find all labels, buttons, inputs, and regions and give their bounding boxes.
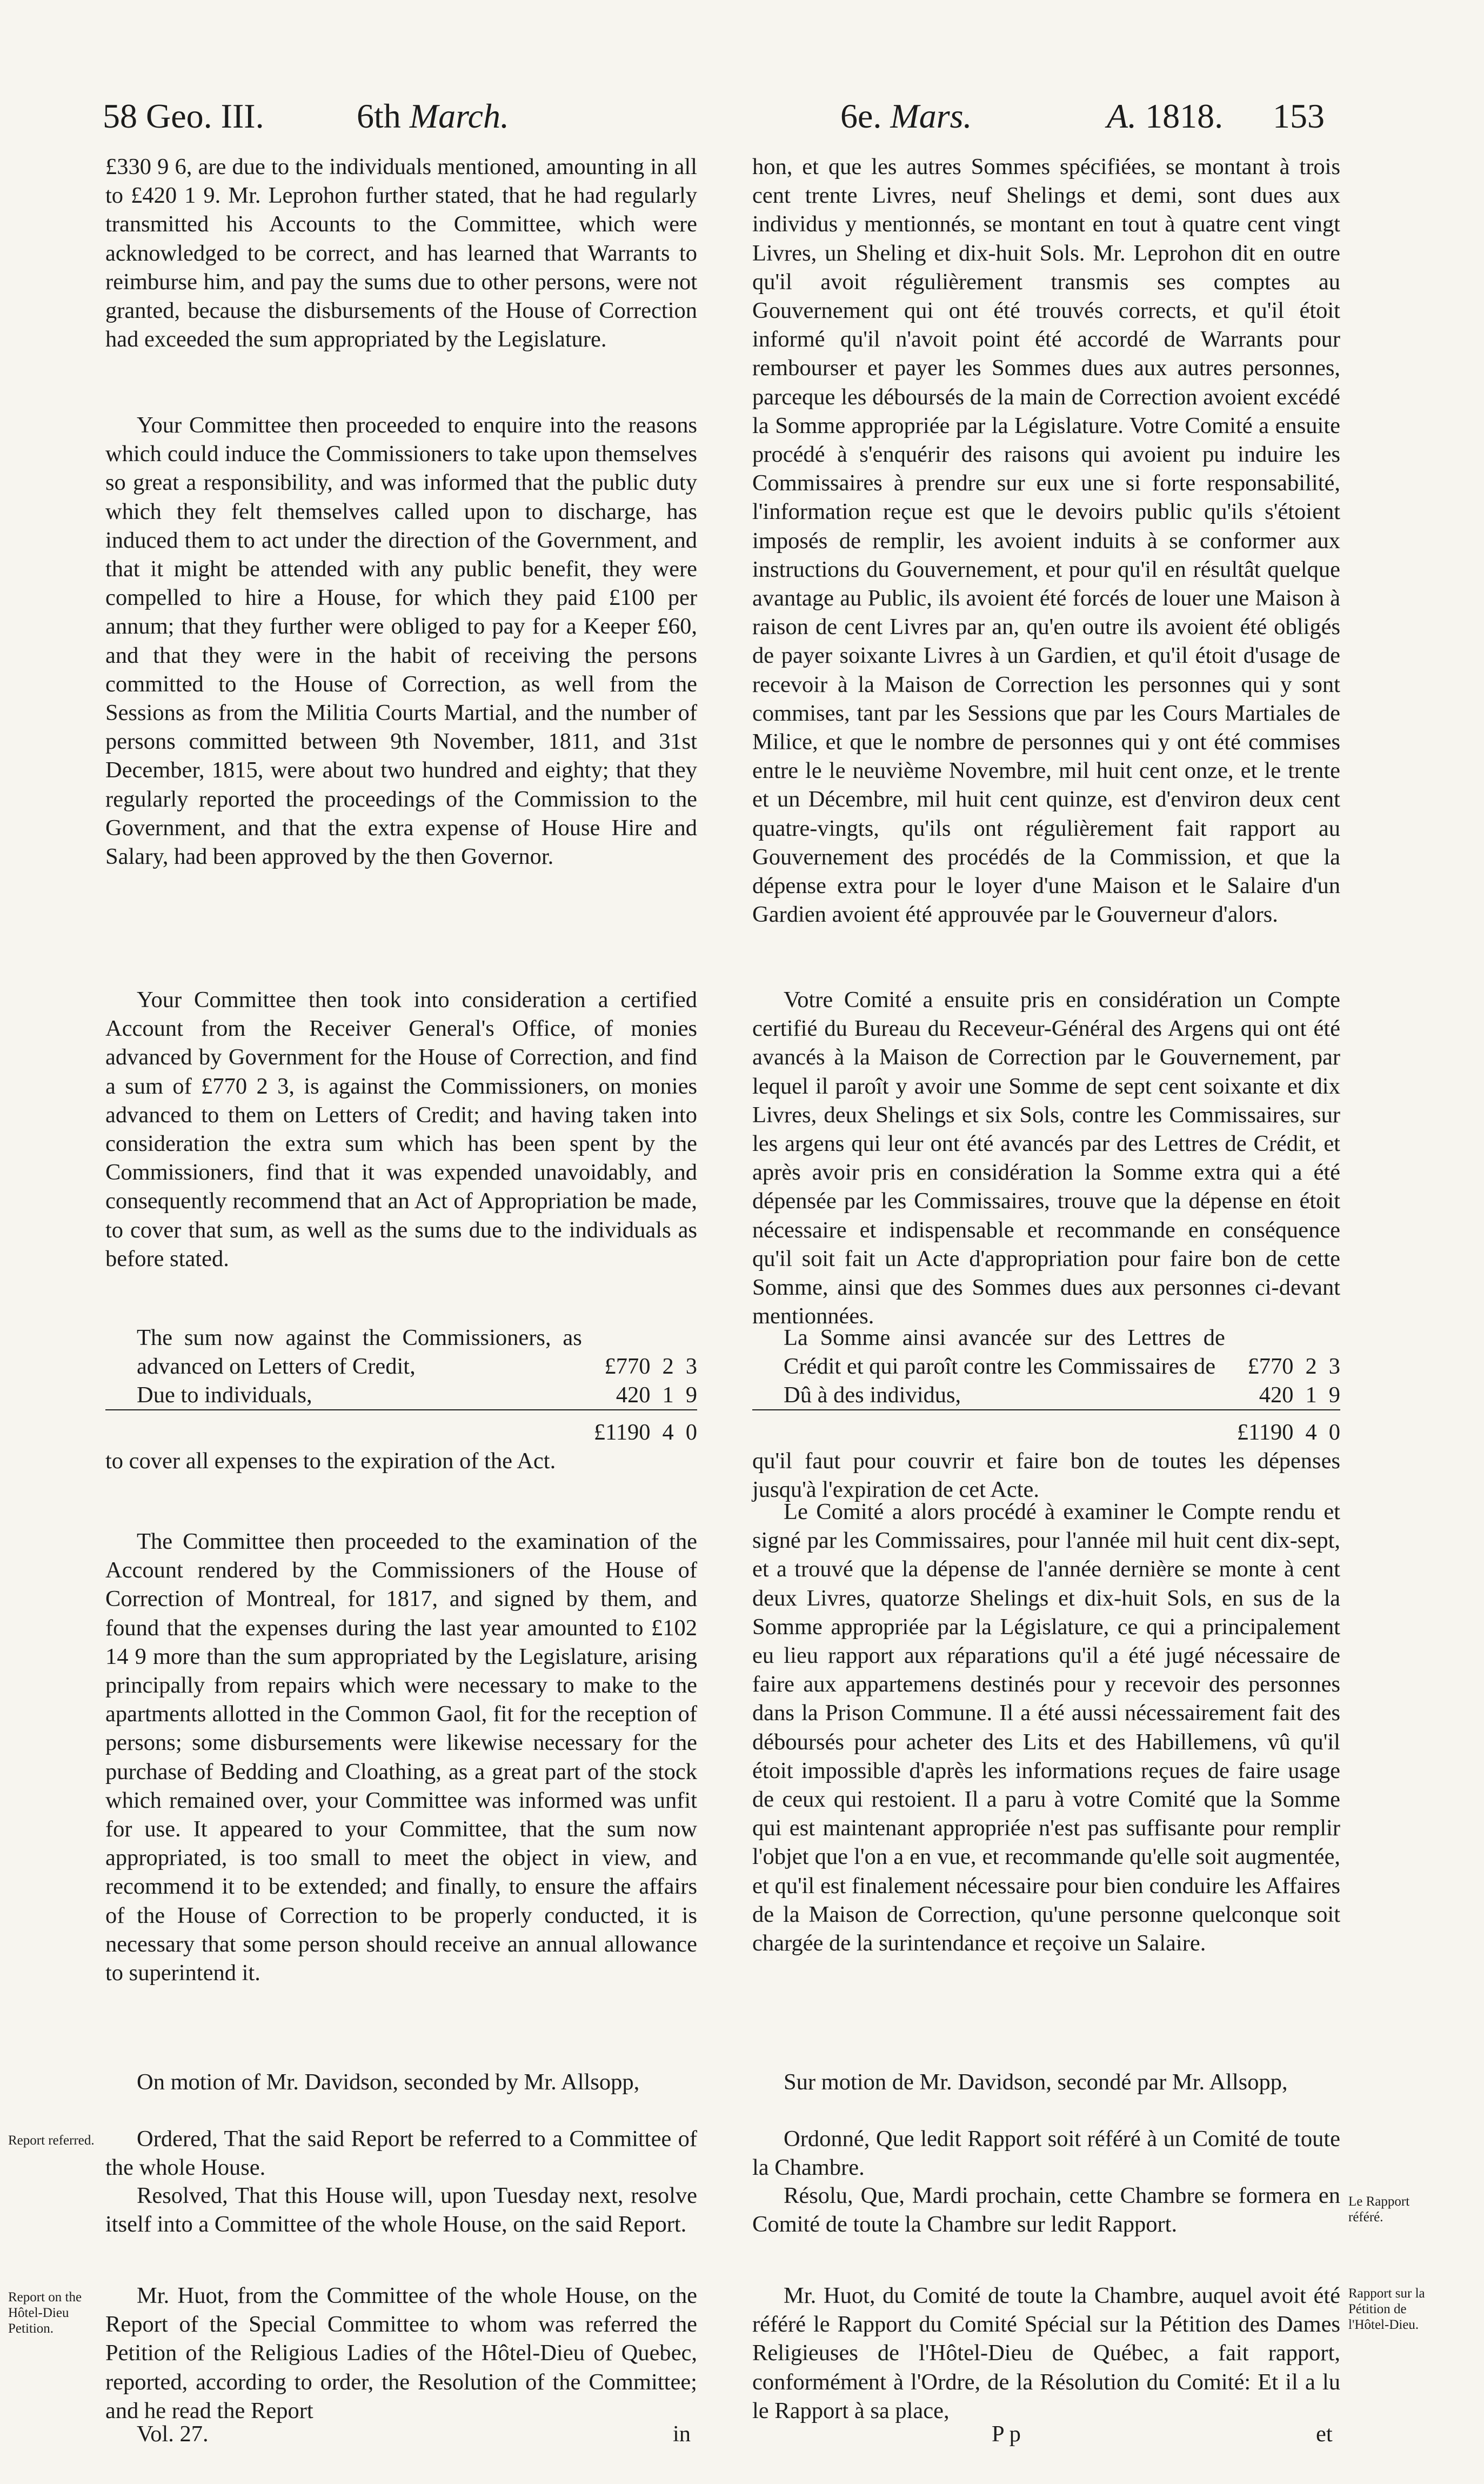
right-para-7: Mr. Huot, du Comité de toute la Chambre, auquel avoit été référé le Rapport du Comité Spécial sur la Pétition des Dames Religieuses de l'Hôtel-Dieu de Québec, a fait rapport, conformément à l'Ordre, de la Résolution du Comité: Et il a lu le Rapport à sa place, [752,2283,1340,2423]
right-para-6: Résolu, Que, Mardi prochain, cette Chambre se formera en Comité de toute la Chambre sur ledit Rapport. [752,2183,1340,2237]
left-sum-total-shillings: 4 [662,1420,674,1445]
margin-note-hotel-dieu-fr: Rapport sur la Pétition de l'Hôtel-Dieu. [1348,2286,1425,2332]
right-sum-total-shillings: 4 [1305,1420,1317,1445]
page-number: 153 [1273,97,1325,135]
header-session: 58 Geo. III. [103,97,264,135]
right-sum-after: qu'il faut pour couvrir et faire bon de toutes les dépenses jusqu'à l'expiration de cet Acte. [752,1448,1340,1503]
header-day-left: 6th March. [357,97,510,135]
left-para-7: Resolved, That this House will, upon Tuesday next, resolve itself into a Committee of the whole House, on the said Report. [105,2183,697,2237]
right-sum-pounds-2: 420 [1259,1382,1294,1408]
left-sum-row-1 [105,1323,697,1381]
left-sum-pounds-2: 420 [616,1382,651,1408]
right-para-5: Ordonné, Que ledit Rapport soit référé à un Comité de toute la Chambre. [752,2126,1340,2181]
footer-signature: P p [992,2421,1021,2447]
left-sum-label-2: Due to individuals, [137,1382,312,1408]
right-sum-total-row [752,1410,1340,1447]
right-para-4: Sur motion de Mr. Davidson, secondé par Mr. Allsopp, [784,2069,1288,2095]
header-year: A. 1818. [1107,97,1224,135]
left-sum-shillings-1: 2 [662,1354,674,1379]
left-sum-table [105,1323,697,1447]
left-sum-block [105,1323,697,1475]
margin-note-hotel-dieu-en: Report on the Hôtel-Dieu Petition. [8,2290,82,2336]
margin-note-rapport-refere: Le Rapport référé. [1348,2194,1410,2225]
right-sum-row-1 [752,1323,1340,1381]
left-sum-label-1: The sum now against the Commissioners, as advanced on Letters of Credit, [137,1325,582,1379]
right-sum-pounds-1: £770 [1247,1354,1294,1379]
right-sum-total-pence: 0 [1328,1420,1340,1445]
left-sum-after: to cover all expenses to the expiration of the Act. [105,1448,556,1474]
left-para-5: On motion of Mr. Davidson, seconded by Mr. Allsopp, [137,2069,640,2095]
footer-volume: Vol. 27. [137,2421,209,2447]
right-sum-pence-1: 3 [1328,1354,1340,1379]
left-para-3: Your Committee then took into consideration a certified Account from the Receiver General's Office, of monies advanced by Government for the House of Correction, and find a sum of £770 2 3, is against the Commissioners, on monies advanced to them on Letters of Credit; and having taken into consideration the extra sum which has been spent by the Commissioners, find that it was expended unavoidably, and consequently recommend that an Act of Appropriation be made, to cover that sum, as well as the sums due to the individuals as before stated. [105,987,697,1271]
right-para-2: Votre Comité a ensuite pris en considération un Compte certifié du Bureau du Receveur-Général des Argens qui ont été avancés à la Maison de Correction par le Gouvernement, par lequel il paroît y avoir une Somme de sept cent soixante et dix Livres, deux Shelings et six Sols, contre les Commissaires, sur les argens qui leur ont été avancés par des Lettres de Crédit, et après avoir pris en considération la Somme extra qui a été dépensée par les Commissaires, trouve que la dépense en étoit nécessaire et indispensable et recommande en conséquence qu'il soit fait un Acte d'appropriation pour faire bon de cette Somme, ainsi que des Sommes dues aux personnes ci-devant mentionnées. [752,987,1340,1329]
right-sum-shillings-1: 2 [1305,1354,1317,1379]
left-para-2: Your Committee then proceeded to enquire into the reasons which could induce the Commissioners to take upon themselves so great a responsibility, and was informed that the public duty which they felt themselves called upon to discharge, has induced them to act under the direction of the Government, and that it might be attended with any public benefit, they were compelled to hire a House, for which they paid £100 per annum; that they further were obliged to pay for a Keeper £60, and that they were in the habit of receiving the persons committed to the House of Correction, as well from the Sessions as from the Militia Courts Martial, and the number of persons committed between 9th November, 1811, and 31st December, 1815, were about two hundred and eighty; that they regularly reported the proceedings of the Commission to the Government, and that the extra expense of House Hire and Salary, had been approved by the then Governor. [105,412,697,870]
left-sum-total-pounds: £1190 [593,1420,651,1445]
footer-catchword-left: in [673,2421,691,2447]
left-para-4: The Committee then proceeded to the examination of the Account rendered by the Commissioners of the House of Correction of Montreal, for 1817, and signed by them, and found that the expenses during the last year amounted to £102 14 9 more than the sum appropriated by the Legislature, arising principally from repairs which were necessary to make to the apartments allotted in the Common Gaol, fit for the reception of persons; some disbursements were likewise necessary for the purchase of Bedding and Cloathing, as a great part of the stock which remained over, your Committee was informed was unfit for use. It appeared to your Committee, that the sum now appropriated, is too small to meet the object in view, and recommend it to be extended; and finally, to ensure the affairs of the House of Correction to be properly conducted, it is necessary that some person should receive an annual allowance to superintend it. [105,1529,697,1986]
right-sum-label-2: Dû à des individus, [784,1382,961,1408]
header-day-right: 6e. Mars. [840,97,972,135]
right-sum-label-1: La Somme ainsi avancée sur des Lettres de Crédit et qui paroît contre les Commissaires de [784,1325,1225,1379]
right-sum-block [752,1323,1340,1504]
right-sum-total-pounds: £1190 [1236,1420,1294,1445]
right-sum-table [752,1323,1340,1447]
left-sum-total-pence: 0 [685,1420,697,1445]
left-sum-pounds-1: £770 [604,1354,651,1379]
right-para-3: Le Comité a alors procédé à examiner le Compte rendu et signé par les Commissaires, pour l'année mil huit cent dix-sept, et a trouvé que la dépense de l'année dernière se monte à cent deux Livres, quatorze Shelings et dix-huit Sols, en sus de la Somme appropriée par la Législature, ce qui a principalement eu lieu rapport aux réparations qu'il a été jugé nécessaire de faire aux appartemens destinés pour y recevoir des personnes dans la Prison Commune. Il a été aussi nécessairement fait des déboursés pour acheter des Lits et des Habillemens, vû qu'il étoit impossible d'après les informations reçues de faire usage de ceux qui restoient. Il a paru à votre Comité que la Somme qui est maintenant appropriée n'est pas suffisante pour remplir l'objet que l'on a en vue, et recommande qu'elle soit augmentée, et qu'il est finalement nécessaire pour bien conduire les Affaires de la Maison de Correction, qu'une personne quelconque soit chargée de la surintendance et reçoive un Salaire. [752,1499,1340,1956]
left-sum-row-2 [105,1381,697,1410]
left-para-6: Ordered, That the said Report be referred to a Committee of the whole House. [105,2126,697,2181]
margin-note-report-referred: Report referred. [8,2133,95,2148]
left-sum-pence-1: 3 [685,1354,697,1379]
right-para-1: hon, et que les autres Sommes spécifiées, se montant à trois cent trente Livres, neuf Shelings et demi, sont dues aux individus y mentionnés, se montant en tout à quatre cent vingt Livres, un Sheling et dix-huit Sols. Mr. Leprohon dit en outre qu'il avoit régulièrement transmis ses comptes au Gouvernement qui ont été trouvés corrects, et qu'il étoit informé qu'il n'avoit point été accordé de Warrants pour rembourser et payer les Sommes dues aux autres personnes, parceque les déboursés de la main de Correction avoient excédé la Somme appropriée par la Législature. Votre Comité a ensuite procédé à s'enquérir des raisons qui avoient pu induire les Commissaires à prendre sur eux une si forte responsabilité, l'information reçue est que le devoirs public qu'ils s'étoient imposés de remplir, les avoient induits à se conformer aux instructions du Gouvernement, et pour qu'il en résultât quelque avantage au Public, ils avoient été forcés de louer une Maison à raison de cent Livres par an, qu'en outre ils avoient été obligés de payer soixante Livres à un Gardien, et qu'il étoit d'usage de recevoir à la Maison de Correction les personnes qui y sont commises, tant par les Sessions que par les Cours Martiales de Milice, et que le nombre de personnes qui y ont été commises entre le le neuvième Novembre, mil huit cent onze, et le trente et un Décembre, mil huit cent quinze, est d'environ deux cent quatre-vingts, qu'ils ont régulièrement fait rapport au Gouvernement des procédés de la Commission, et que la dépense extra pour le loyer d'une Maison et le Salaire d'un Gardien avoient été approuvée par le Gouverneur d'alors. [752,154,1340,928]
left-para-8: Mr. Huot, from the Committee of the whole House, on the Report of the Special Committee to whom was referred the Petition of the Religious Ladies of the Hôtel-Dieu of Quebec, reported, according to order, the Resolution of the Committee; and he read the Report [105,2283,697,2423]
left-sum-pence-2: 9 [685,1382,697,1408]
left-sum-shillings-2: 1 [662,1382,674,1408]
right-sum-row-2 [752,1381,1340,1410]
left-para-1: £330 9 6, are due to the individuals mentioned, amounting in all to £420 1 9. Mr. Leprohon further stated, that he had regularly transmitted his Accounts to the Committee, which were acknowledged to be correct, and has learned that Warrants to reimburse him, and pay the sums due to other persons, were not granted, because the disbursements of the House of Correction had exceeded the sum appropriated by the Legislature. [105,154,697,352]
left-sum-total-row [105,1410,697,1447]
right-sum-pence-2: 9 [1328,1382,1340,1408]
footer-catchword-right: et [1316,2421,1333,2447]
right-sum-shillings-2: 1 [1305,1382,1317,1408]
